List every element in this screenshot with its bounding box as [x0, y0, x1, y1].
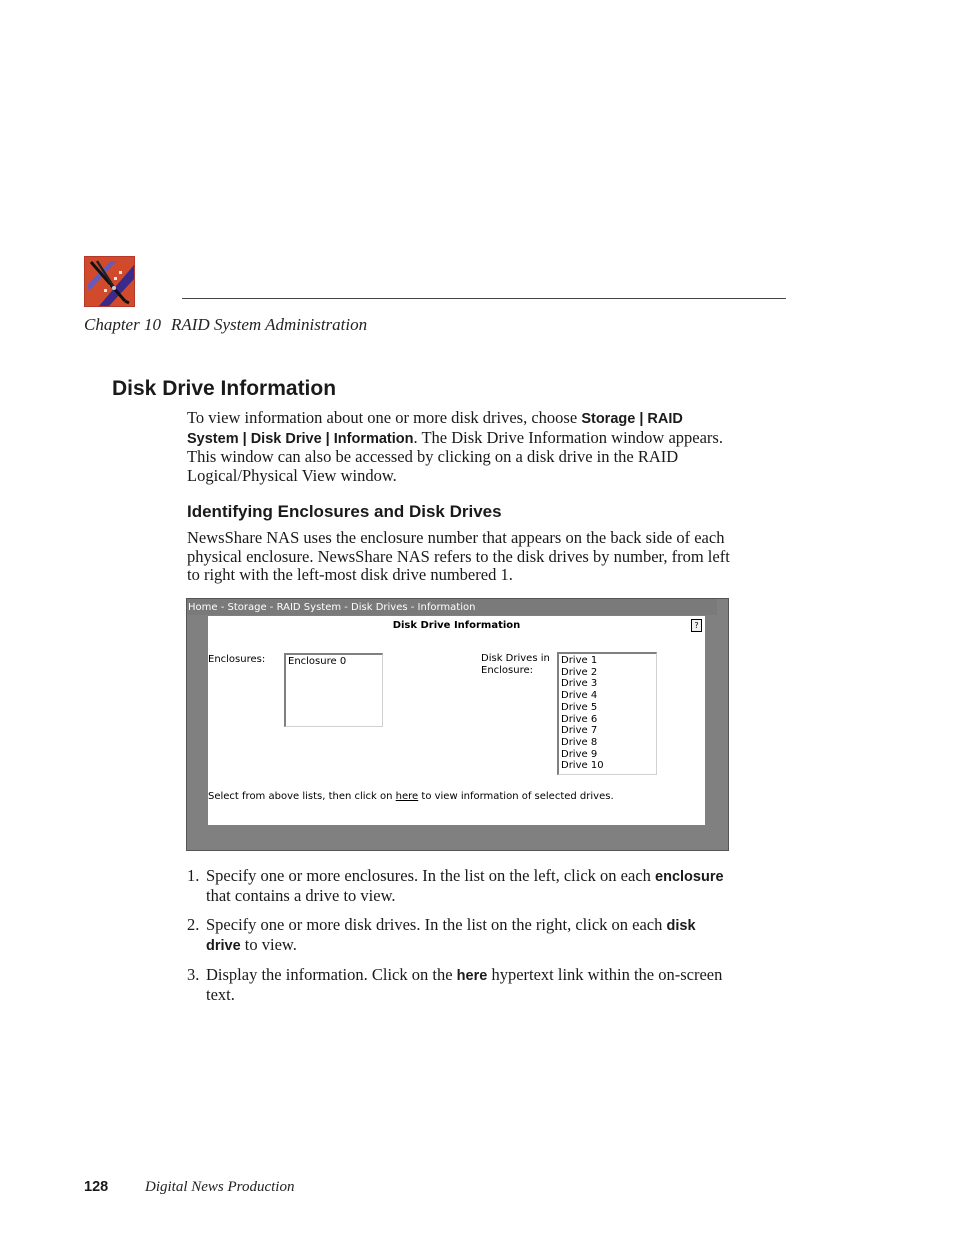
drive-option[interactable]: Drive 1 [561, 655, 598, 666]
chapter-number: Chapter 10 [84, 315, 161, 334]
intro-paragraph [187, 409, 732, 486]
step-number: 3. [187, 964, 200, 984]
step-text: Specify one or more disk drives. In the list on the right, click on each [206, 914, 667, 934]
info-panel [208, 616, 705, 825]
step-text: that contains a drive to view. [206, 885, 396, 905]
step-bold-term: here [456, 967, 488, 984]
chapter-title: RAID System Administration [170, 315, 368, 334]
drive-option[interactable]: Drive 4 [561, 690, 598, 702]
panel-title: Disk Drive Information [392, 620, 521, 631]
section-title: Disk Drive Information [112, 377, 337, 400]
drive-option[interactable]: Drive 2 [561, 666, 598, 678]
drive-option[interactable]: Drive 7 [561, 725, 598, 737]
steps-list [187, 867, 732, 1015]
step-number: 1. [187, 866, 200, 885]
book-title: Digital News Production [145, 1179, 295, 1195]
disk-drive-info-window [186, 598, 729, 851]
drive-option[interactable]: Drive 6 [561, 713, 598, 725]
clapper-scissors-logo-icon [84, 256, 135, 307]
select-text-1: Select from above lists, then click on [208, 791, 396, 802]
drive-option[interactable]: Drive 5 [561, 701, 598, 713]
step-bold-term: disk drive [206, 917, 696, 954]
drive-option[interactable]: Drive 10 [561, 760, 604, 772]
drive-option[interactable]: Drive 9 [561, 748, 598, 760]
drive-option[interactable]: Drive 3 [561, 678, 598, 690]
step-item [187, 867, 732, 905]
step-bold-term: enclosure [655, 869, 724, 885]
here-link[interactable]: here [395, 791, 419, 802]
step-item [187, 916, 732, 955]
page-number: 128 [84, 1179, 109, 1195]
step-item [187, 966, 732, 1004]
menu-path: Storage | RAID System | Disk Drive | Information [187, 411, 683, 447]
step-text: Specify one or more enclosures. In the list on the left, click on each [206, 866, 656, 885]
step-number: 2. [187, 914, 200, 934]
drives-listbox[interactable] [557, 652, 657, 775]
step-text: to view. [240, 934, 297, 954]
select-text-2: to view information of selected drives. [418, 791, 614, 802]
chapter-header [84, 315, 367, 335]
drives-list [559, 654, 656, 772]
intro-text-2: . The Disk Drive Information window appears. This window can also be accessed by clicking on a disk drive in the RAID Logical/Physical View window. [187, 427, 723, 486]
drives-label [481, 653, 550, 677]
subsection-title: Identifying Enclosures and Disk Drives [187, 502, 502, 521]
select-instructions [208, 791, 614, 802]
intro-text-1: To view information about one or more disk drives, choose [187, 408, 582, 427]
drives-label-line1: Disk Drives in [481, 653, 550, 664]
subsection-paragraph: NewsShare NAS uses the enclosure number that appears on the back side of each physical enclosure. NewsShare NAS refers to the disk drives by number, from left to right with the left-most disk drive numbered 1. [187, 528, 730, 585]
drive-option[interactable]: Drive 8 [561, 736, 598, 748]
enclosure-option[interactable]: Enclosure 0 [288, 656, 347, 667]
enclosures-listbox[interactable] [284, 653, 383, 727]
help-icon[interactable]: ? [691, 619, 702, 632]
drives-label-line2: Enclosure: [481, 665, 534, 676]
step-text: hypertext link within the on-screen text. [206, 964, 723, 1004]
step-text: Display the information. Click on the [206, 964, 457, 984]
enclosures-list [286, 655, 382, 668]
enclosures-label: Enclosures: [208, 654, 266, 665]
breadcrumb[interactable]: Home - Storage - RAID System - Disk Drives - Information [187, 599, 717, 615]
header-rule [182, 298, 786, 299]
